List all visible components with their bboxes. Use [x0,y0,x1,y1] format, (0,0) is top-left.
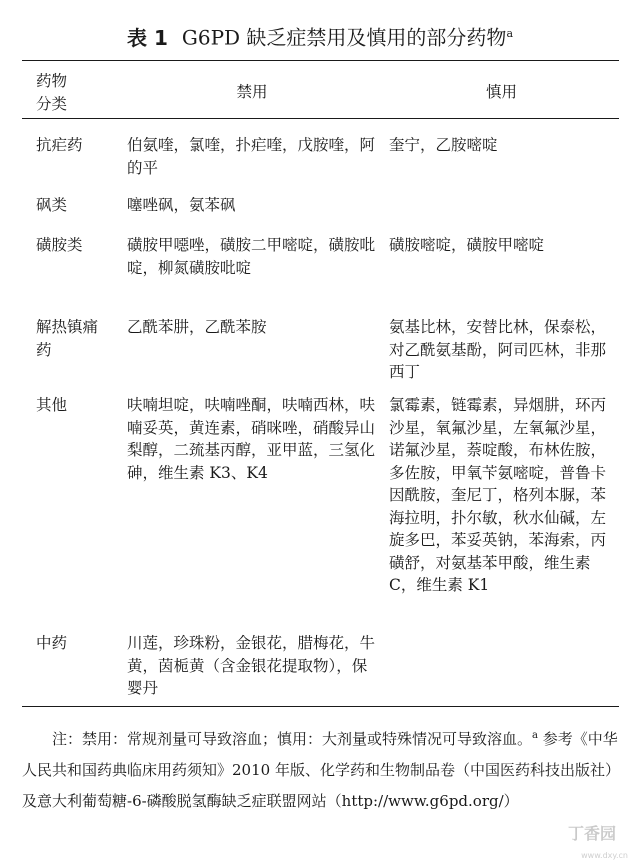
row-prohibited: 乙酰苯肼，乙酰苯胺 [127,318,267,336]
notes-definitions: 注：禁用：常规剂量可导致溶血；慎用：大剂量或特殊情况可导致溶血。 [52,730,533,748]
row-prohibited: 川莲，珍珠粉，金银花，腊梅花，牛黄，茵栀黄（含金银花提取物），保婴丹 [127,634,376,697]
table-top-rule [22,60,619,61]
table-label: 表 1 [126,25,168,50]
header-prohibited: 禁用 [236,83,268,101]
notes-reference: 参考《中华人民共和国药典临床用药须知》2010 年版、化学药和生物制品卷（中国医药科技出版社）及意大利葡萄糖-6-磷酸脱氢酶缺乏症联盟网站（http://www.g6pd.org/） [22,730,618,810]
row-prohibited: 噻唑砜，氨苯砜 [127,196,236,214]
title-footnote-mark: a [506,27,513,40]
row-caution: 奎宁，乙胺嘧啶 [389,136,498,154]
table-bottom-rule [22,706,619,707]
notes-ref-mark: a [532,730,538,741]
row-category: 砜类 [36,196,68,214]
header-caution: 慎用 [485,83,517,101]
row-caution: 氯霉素，链霉素，异烟肼，环丙沙星，氧氟沙星，左氧氟沙星，诺氟沙星，萘啶酸，布林佐胺，多佐胺，甲氧苄氨嘧啶，普鲁卡因酰胺，奎尼丁，格列本脲，苯海拉明，扑尔敏，秋水仙碱，左旋多巴，苯妥英钠，苯海索，丙磺舒，对氨基苯甲酸，维生素 C，维生素 K1 [389,396,607,594]
table-notes [22,720,619,817]
row-caution: 磺胺嘧啶，磺胺甲嘧啶 [389,236,545,254]
row-prohibited: 伯氨喹，氯喹，扑疟喹，戊胺喹，阿的平 [127,136,376,177]
header-category-line2: 分类 [36,94,68,113]
header-category-line1: 药物 [36,72,68,90]
row-category: 抗疟药 [36,136,83,154]
row-category: 磺胺类 [36,236,83,254]
row-caution: 氨基比林，安替比林，保泰松，对乙酰氨基酚，阿司匹林，非那西丁 [389,318,607,381]
row-prohibited: 磺胺甲噁唑，磺胺二甲嘧啶，磺胺吡啶，柳氮磺胺吡啶 [127,236,376,277]
row-category: 其他 [36,396,68,414]
table-title-text: G6PD 缺乏症禁用及慎用的部分药物 [181,25,507,50]
table-title [0,20,640,52]
row-category: 中药 [36,634,68,652]
header-category [36,70,106,115]
row-prohibited: 呋喃坦啶，呋喃唑酮，呋喃西林，呋喃妥英，黄连素，硝咪唑，硝酸异山梨醇，二巯基丙醇，亚甲蓝，三氢化砷，维生素 K3、K4 [127,396,376,482]
watermark-logo: 丁香园 [567,824,616,843]
table-header-rule [22,118,619,119]
watermark-url: www.dxy.cn [581,851,628,860]
row-category: 解热镇痛药 [36,318,99,359]
